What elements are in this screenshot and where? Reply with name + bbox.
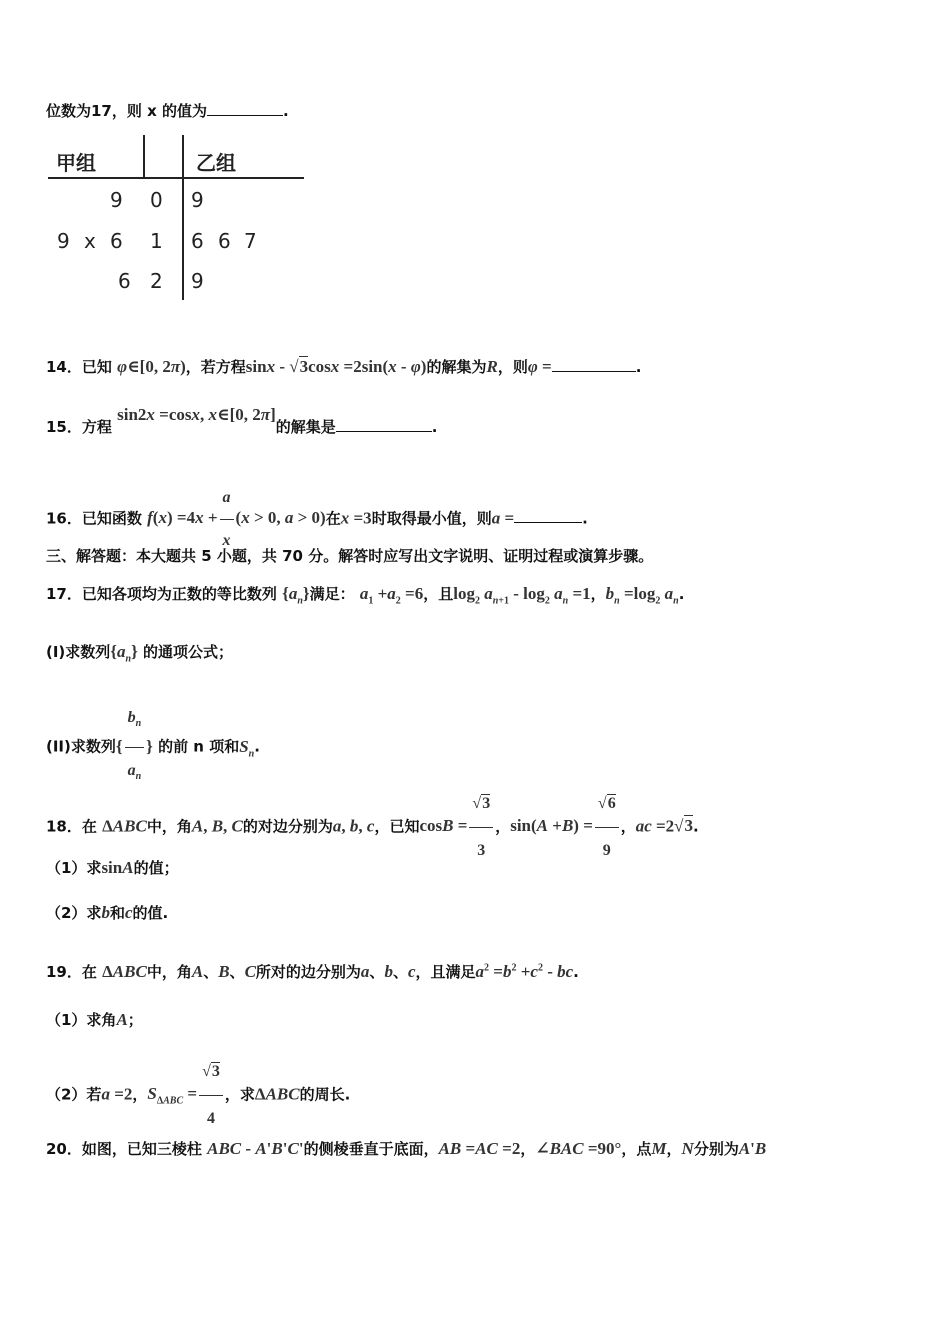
left-group-header: 甲组 [56, 151, 96, 175]
formula-equation: sinx - √3cosx =2sin(x - φ) [245, 357, 427, 376]
formula-phi-range: φ∈[0, 2π) [117, 357, 186, 376]
header-vline-left [143, 135, 145, 177]
q17-part2: (II)求数列{ $\frac{b_n}{a_n}$ } 的前 n 项和$S_n$. [46, 696, 260, 799]
leaf-right: 9 [191, 269, 204, 293]
stem-leaf-plot [46, 135, 306, 305]
q15-line: 15．方程 sin2x =cosx, x∈[0, 2π]的解集是 . [46, 405, 438, 436]
leaf-left: 9 [57, 229, 70, 253]
formula-log: $\log_2 a_{n+1} - \log_2 a_n =1$ [453, 584, 591, 607]
q17-line: 17．已知各项均为正数的等比数列 $\{a_n\}$满足： $a_1 +a_2 =6$，且$\log_2 a_{n+1} - \log_2 a_n =1$，$b_n =\log_2$ $a_n$. [46, 584, 685, 607]
q18-part1: （1）求sinA的值； [46, 858, 179, 877]
answer-blank [336, 430, 432, 432]
formula-function: f(x) =4x + $\frac{a}{x}$ (x > 0, a > 0) [147, 508, 326, 527]
q17-part1: (I)求数列$\{a_n\}$ 的通项公式； [46, 642, 233, 665]
formula-ac: ac =2√3 [635, 816, 694, 836]
leaf-right: 6 [191, 229, 204, 253]
leaf-right: 7 [244, 229, 257, 253]
formula-condition: $a_1 +a_2 =6$ [359, 584, 424, 607]
formula-sequence: $\{a_n\}$ [282, 584, 310, 607]
q19-line: 19．在 ΔABC中，角A、B、C所对的边分别为a、b、c，且满足$a^2 =b^2 +c^2$ - bc. [46, 962, 579, 981]
q13-text: 位数为17，则 x 的值为 [46, 102, 207, 120]
q18-line: 18．在 ΔABC中，角A, B, C的对边分别为a, b, c，已知cosB = $\frac{√3}{3}$ ，sin(A +B) = $\frac{√6}{9}$ ，ac =2√3. [46, 782, 699, 873]
formula-bn: $b_n =\log_2$ $a_n$ [605, 584, 679, 607]
leaf-left: 9 [110, 188, 123, 212]
formula-ratio-seq: { $\frac{b_n}{a_n}$ } [116, 737, 153, 756]
q19-part2: （2）若a =2，$S_{\Delta ABC}$ = $\frac{√3}{4}$ ，求ΔABC的周长. [46, 1050, 350, 1141]
q18-part2: （2）求b和c的值. [46, 903, 169, 922]
stem-value: 2 [150, 269, 163, 293]
q14-line: 14．已知 φ∈[0, 2π)，若方程sinx - √3cosx =2sin(x - φ)的解集为R，则φ = . [46, 357, 642, 376]
formula-condition: $a^2 =b^2 +c^2$ - bc [475, 962, 574, 981]
formula-cosB: cosB = $\frac{√3}{3}$ [419, 816, 495, 835]
stem-value: 0 [150, 188, 163, 212]
section-heading: 三、解答题：本大题共 5 小题，共 70 分。解答时应写出文字说明、证明过程或演算步骤。 [46, 547, 654, 565]
header-divider [48, 177, 304, 179]
leaf-right: 9 [191, 188, 204, 212]
q20-line: 20．如图，已知三棱柱 ABC - A'B'C'的侧棱垂直于底面，AB =AC =2，∠BAC =90°，点M，N分别为A'B [46, 1139, 767, 1158]
leaf-left: x [84, 229, 96, 253]
leaf-left: 6 [110, 229, 123, 253]
stem-value: 1 [150, 229, 163, 253]
leaf-left: 6 [118, 269, 131, 293]
leaf-right: 6 [218, 229, 231, 253]
answer-blank [552, 370, 636, 372]
answer-blank [207, 114, 283, 116]
formula-equation: sin2x =cosx, x∈[0, 2π] [117, 405, 276, 424]
formula-area: $S_{\Delta ABC}$ = $\frac{√3}{4}$ [147, 1084, 224, 1103]
q16-line: 16．已知函数 f(x) =4x + $\frac{a}{x}$ (x > 0, a > 0)在x =3时取得最小值，则a = . [46, 478, 588, 561]
q13-line: 位数为17，则 x 的值为 . [46, 102, 289, 120]
answer-blank [514, 521, 582, 523]
stem-divider [182, 135, 184, 300]
formula-sinAB: sin(A +B) = $\frac{√6}{9}$ [510, 816, 620, 835]
q19-part1: （1）求角A； [46, 1010, 143, 1029]
right-group-header: 乙组 [196, 151, 236, 175]
